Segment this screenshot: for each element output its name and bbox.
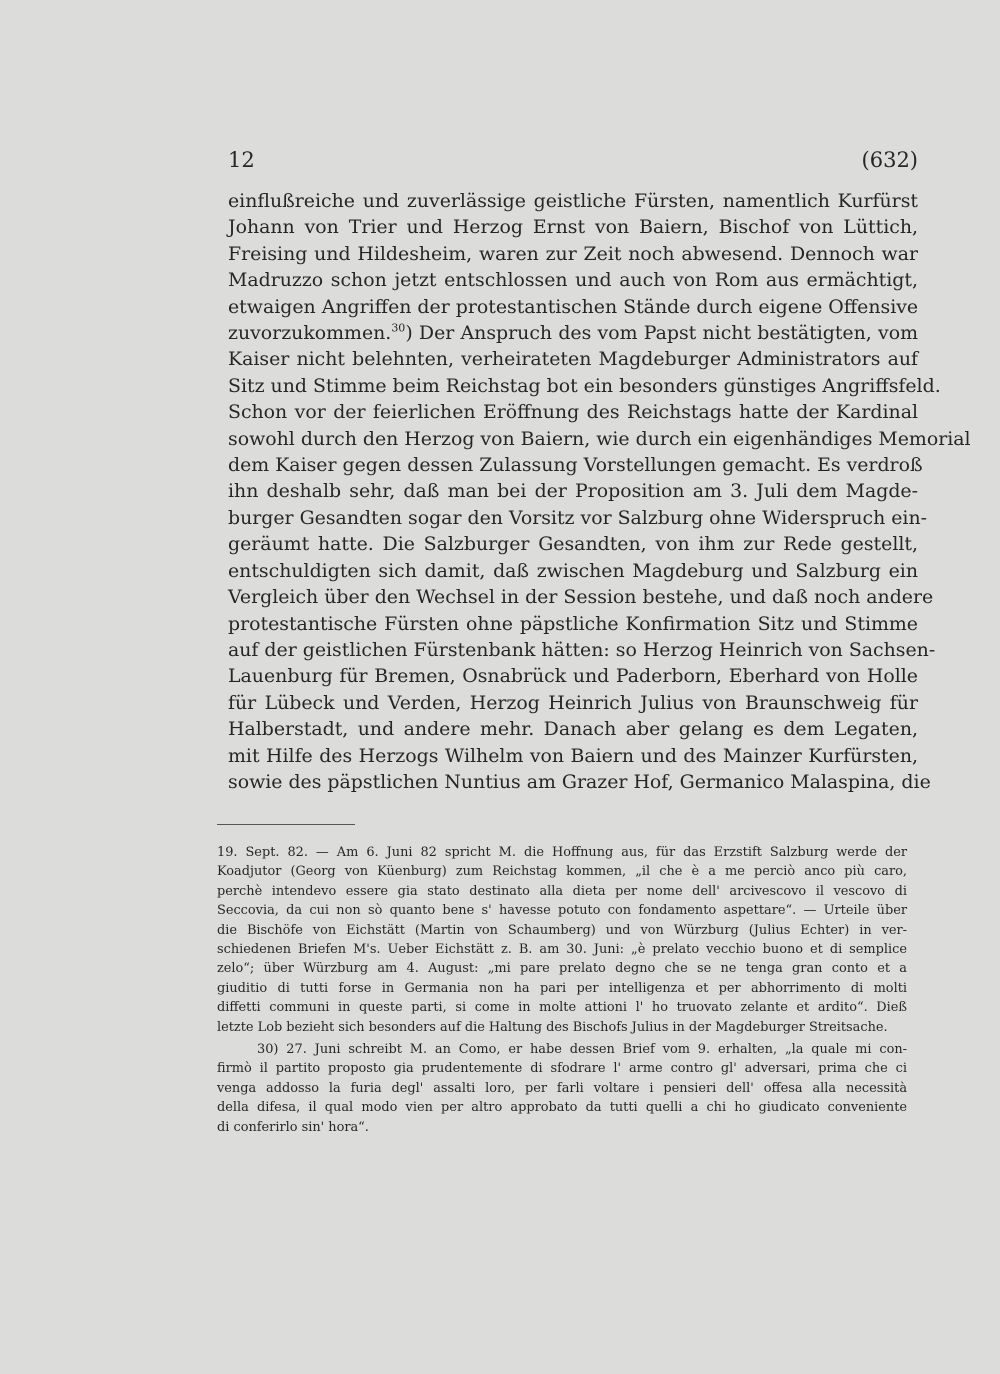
text-segment: zuvorzukommen.	[228, 322, 392, 345]
footnote-line: perchè intendevo essere gia stato destinato alla dieta per nome dell' arcivescovo il vescovo di	[217, 883, 907, 899]
text-line: einflußreiche und zuverlässige geistliche Fürsten, namentlich Kurfürst	[228, 190, 918, 212]
page-number: 12	[228, 148, 255, 172]
text-line: protestantische Fürsten ohne päpstliche Konfirmation Sitz und Stimme	[228, 612, 918, 635]
footnote-line: 30) 27. Juni schreibt M. an Como, er habe dessen Brief vom 9. erhalten, „la quale mi con-	[257, 1042, 907, 1058]
text-line: mit Hilfe des Herzogs Wilhelm von Baiern und des Mainzer Kurfürsten,	[228, 744, 918, 767]
footnote-line: schiedenen Briefen M's. Ueber Eichstätt z. B. am 30. Juni: „è prelato vecchio buono et di semplice	[217, 942, 907, 958]
text-line: Vergleich über den Wechsel in der Session bestehe, und daß noch andere	[228, 586, 934, 609]
footnote-line: Seccovia, da cui non sò quanto bene s' havesse potuto con fondamento aspettare“. — Urteile über	[217, 903, 907, 919]
footnote-line: firmò il partito proposto gia prudentemente di sfodrare l' arme contro gl' adversari, prima che ci	[217, 1061, 907, 1077]
footnote-line: zelo“; über Würzburg am 4. August: „mi pare prelato degno che se ne tenga gran conto et a	[217, 961, 907, 977]
footnotes	[217, 843, 907, 1137]
text-line: sowohl durch den Herzog von Baiern, wie durch ein eigenhändiges Memorial	[228, 427, 971, 450]
text-line: ihn deshalb sehr, daß man bei der Proposition am 3. Juli dem Magde-	[228, 480, 918, 503]
text-line: auf der geistlichen Fürstenbank hätten: so Herzog Heinrich von Sachsen-	[228, 638, 936, 661]
footnote-line: della difesa, il qual modo vien per altro approbato da tutti quelli a chi ho giudicato conveniente	[217, 1100, 907, 1116]
text-line: Kaiser nicht belehnten, verheirateten Magdeburger Administrators auf	[228, 348, 918, 371]
footnote-line: 19. Sept. 82. — Am 6. Juni 82 spricht M. die Hoffnung aus, für das Erzstift Salzburg werde der	[217, 845, 907, 860]
footnote-line: die Bischöfe von Eichstätt (Martin von Schaumberg) und von Würzburg (Julius Echter) in ver-	[217, 922, 907, 938]
page-header	[228, 148, 918, 178]
original-page-number: (632)	[861, 148, 918, 172]
text-line: burger Gesandten sogar den Vorsitz vor Salzburg ohne Widerspruch ein-	[228, 506, 928, 529]
footnote-marker: 30	[391, 321, 406, 335]
text-line: Schon vor der feierlichen Eröffnung des Reichstags hatte der Kardinal	[228, 401, 918, 424]
text-line: Freising und Hildesheim, waren zur Zeit noch abwesend. Dennoch war	[228, 242, 918, 265]
text-line: etwaigen Angriffen der protestantischen Stände durch eigene Offensive	[228, 295, 919, 318]
text-line: entschuldigten sich damit, daß zwischen Magdeburg und Salzburg ein	[228, 559, 918, 582]
text-line: für Lübeck und Verden, Herzog Heinrich Julius von Braunschweig für	[228, 691, 918, 714]
text-line: sowie des päpstlichen Nuntius am Grazer Hof, Germanico Malaspina, die	[228, 770, 931, 793]
text-line: geräumt hatte. Die Salzburger Gesandten, von ihm zur Rede gestellt,	[228, 533, 918, 556]
footnote-line: venga addosso la furia degl' assalti loro, per farli voltare i pensieri dell' offesa alla necessità	[217, 1080, 907, 1096]
text-line: Halberstadt, und andere mehr. Danach aber gelang es dem Legaten,	[228, 718, 918, 741]
text-line: Madruzzo schon jetzt entschlossen und auch von Rom aus ermächtigt,	[228, 269, 918, 292]
footnote-line: di conferirlo sin' hora“.	[217, 1119, 369, 1135]
footnote-line: diffetti communi in queste parti, si come in molte attioni l' ho truovato zelante et ardito“. Dieß	[217, 1000, 907, 1016]
text-line: dem Kaiser gegen dessen Zulassung Vorstellungen gemacht. Es verdroß	[228, 454, 923, 477]
text-line: Johann von Trier und Herzog Ernst von Baiern, Bischof von Lüttich,	[228, 216, 918, 239]
footnote-separator	[217, 824, 355, 825]
footnote-line: Koadjutor (Georg von Küenburg) zum Reichstag kommen, „il che è a me perciò anco più caro,	[217, 864, 907, 880]
footnote-line: giuditio di tutti forse in Germania non ha pari per intelligenza et per abhorrimento di molti	[217, 980, 907, 996]
footnote-line: letzte Lob bezieht sich besonders auf die Haltung des Bischofs Julius in der Magdeburger Streitsache.	[217, 1019, 888, 1035]
text-line: Lauenburg für Bremen, Osnabrück und Paderborn, Eberhard von Holle	[228, 665, 918, 688]
text-line-with-footnote	[228, 320, 918, 346]
main-text	[228, 188, 971, 795]
text-segment: ) Der Anspruch des vom Papst nicht bestätigten, vom	[405, 322, 918, 345]
text-line: Sitz und Stimme beim Reichstag bot ein besonders günstiges Angriffsfeld.	[228, 374, 941, 397]
